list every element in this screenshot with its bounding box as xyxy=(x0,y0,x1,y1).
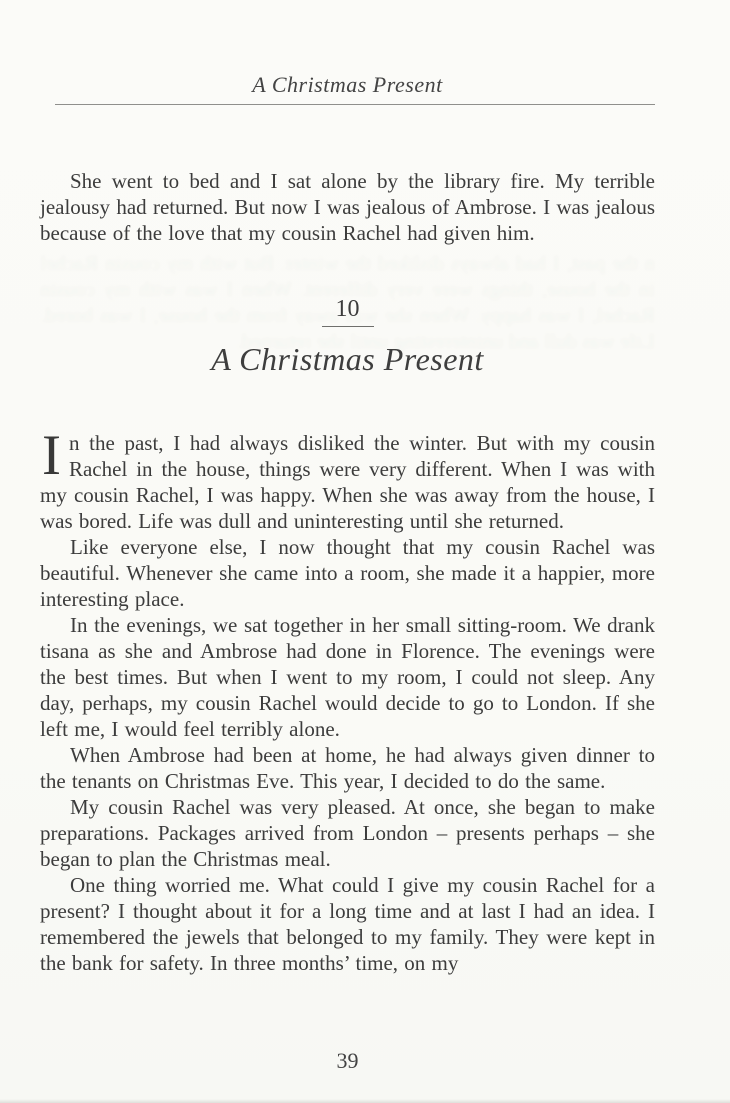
chapter-number xyxy=(40,296,655,327)
running-head: A Christmas Present xyxy=(252,72,443,97)
chapter-number-text: 10 xyxy=(322,296,374,327)
paragraph: My cousin Rachel was very pleased. At once, she began to make preparations. Packages arrived from London – presents perhaps – she began to plan the Christmas meal. xyxy=(40,795,655,871)
page-number: 39 xyxy=(336,1048,359,1073)
paragraph: One thing worried me. What could I give my cousin Rachel for a present? I thought about it for a long time and at last I had an idea. I remembered the jewels that belonged to my family. They were kept in the bank for safety. In three months’ time, on my xyxy=(40,873,655,975)
paragraph: In the evenings, we sat together in her small sitting-room. We drank tisana as she and Ambrose had done in Florence. The evenings were the best times. But when I went to my room, I could not sleep. Any day, perhaps, my cousin Rachel would decide to go to London. If she left me, I would feel terribly alone. xyxy=(40,613,655,741)
paragraph: Like everyone else, I now thought that my cousin Rachel was beautiful. Whenever she came into a room, she made it a happier, more interesting place. xyxy=(40,535,655,611)
running-head-rule xyxy=(55,104,655,105)
drop-cap: I xyxy=(42,424,61,487)
intro-paragraph: She went to bed and I sat alone by the library fire. My terrible jealousy had returned. But now I was jealous of Ambrose. I was jealous because of the love that my cousin Rachel had given him. xyxy=(40,169,655,245)
paragraph-opening xyxy=(40,424,655,534)
body-text xyxy=(40,424,655,976)
paragraph: When Ambrose had been at home, he had always given dinner to the tenants on Christmas Eve. This year, I decided to do the same. xyxy=(40,743,655,793)
scan-edge xyxy=(0,1099,730,1103)
paragraph-opening-text: n the past, I had always disliked the winter. But with my cousin Rachel in the house, things were very different. When I was with my cousin Rachel, I was happy. When she was away from the house, I was bored. Life was dull and uninteresting until she returned. xyxy=(40,431,655,533)
chapter-title: A Christmas Present xyxy=(211,341,484,377)
